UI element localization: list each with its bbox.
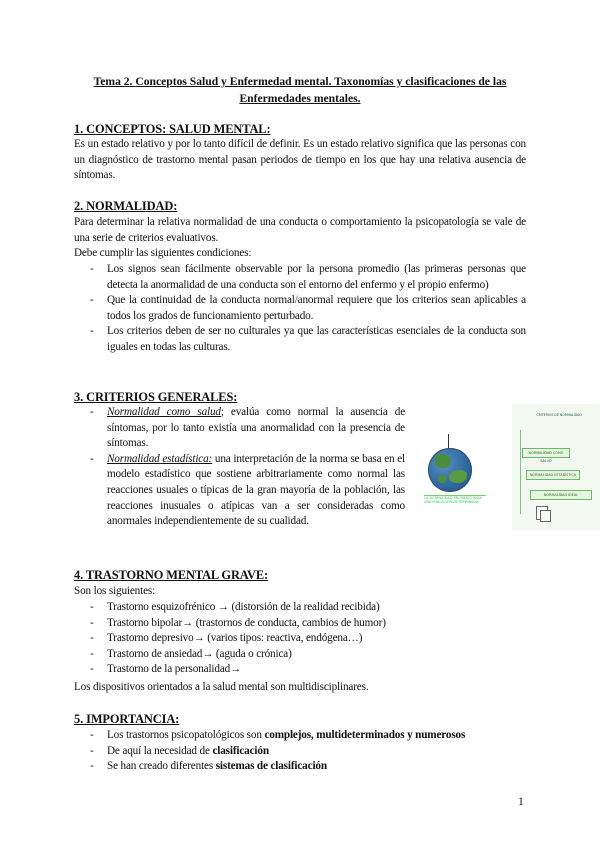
item-emphasis: complejos, multideterminados y numerosos xyxy=(264,729,466,741)
section-4-heading: 4. TRASTORNO MENTAL GRAVE: xyxy=(74,568,269,582)
section-1-text: Es un estado relativo y por lo tanto difícil de definir. Es un estado relativo significa que las personas con un diagnóstico de trastorno mental pasan periodos de tiempo en los que hay una relativa ausencia de síntomas. xyxy=(74,138,526,182)
list-item: - Trastorno de ansiedad→ (aguda o crónica) xyxy=(74,647,526,663)
section-4-intro: Son los siguientes: xyxy=(74,585,156,597)
list-item: - Trastorno de la personalidad→ xyxy=(74,662,526,678)
item-emphasis: clasificación xyxy=(212,744,269,757)
criterion-text: evalúa como normal la ausencia de síntomas, por lo tanto existía una anormalidad con la presencia de síntomas. xyxy=(107,406,406,450)
globe-pin xyxy=(448,434,449,448)
list-item: - Trastorno depresivo→ (varios tipos: reactiva, endógena…) xyxy=(74,631,526,647)
globe-land xyxy=(438,475,447,483)
item-text: Se han creado diferentes xyxy=(107,760,216,773)
document-icon xyxy=(540,510,551,522)
item-text: De aquí la necesidad de xyxy=(107,744,213,757)
globe-caption: LA NORMALIDAD PROMEDIO PARA UNA POBLACIÓN DETERMINADA xyxy=(424,495,486,505)
list-item: - Trastorno esquizofrénico → (distorsión de la realidad recibida) xyxy=(74,600,526,616)
list-item xyxy=(74,405,405,452)
list-item: - Que la continuidad de la conducta normal/anormal requiere que los criterios sean aplicables a todos los grados de funcionamiento perturbado. xyxy=(74,293,526,324)
criterion-text: una interpretación de la norma se basa en el modelo estadístico que sostiene arbitrariamente como normal las reacciones usuales o típicas de la gran mayoría de la población, las reacciones inusuales o atípicas van a ser consideradas como anormales independientemente de su cualidad. xyxy=(107,452,405,528)
section-1-heading: 1. CONCEPTOS: SALUD MENTAL: xyxy=(74,122,271,136)
item-text: Los trastornos psicopatológicos son xyxy=(107,729,265,741)
list-item xyxy=(74,728,526,744)
disorders-list xyxy=(74,600,526,678)
criterion-separator: ; xyxy=(220,406,224,418)
globe-land xyxy=(435,454,451,468)
concept-box: NORMALIDAD IDEAL xyxy=(530,490,592,500)
concept-box: NORMALIDAD COMO SALUD xyxy=(522,448,570,458)
criterion-term: Normalidad estadística: xyxy=(107,452,213,465)
list-item xyxy=(74,452,405,530)
conditions-list xyxy=(74,262,526,356)
section-2-heading: 2. NORMALIDAD: xyxy=(74,199,178,213)
section-4-outro: Los dispositivos orientados a la salud mental son multidisciplinares. xyxy=(74,681,369,693)
list-item xyxy=(74,759,526,775)
criterion-term: Normalidad como salud xyxy=(107,406,221,418)
section-3-heading: 3. CRITERIOS GENERALES: xyxy=(74,390,238,404)
list-item: - Los signos sean fácilmente observable por la persona promedio (las primeras personas que detecta la anormalidad de una conducta son el entorno del enfermo y el propio enfermo) xyxy=(74,262,526,293)
section-5-heading: 5. IMPORTANCIA: xyxy=(74,712,180,726)
criteria-figure xyxy=(416,404,600,542)
section-2-conditions-intro: Debe cumplir las siguientes condiciones: xyxy=(74,247,252,259)
connector-line xyxy=(520,430,521,514)
concept-map xyxy=(512,404,600,530)
criteria-list xyxy=(74,405,405,530)
list-item: - Los criterios deben de ser no culturales ya que las características esenciales de la conducta son iguales en todas las culturas. xyxy=(74,324,526,355)
page-number: 1 xyxy=(518,796,524,808)
document-title: Tema 2. Conceptos Salud y Enfermedad mental. Taxonomías y clasificaciones de las Enfermedades mentales. xyxy=(93,75,507,105)
globe-image xyxy=(428,448,472,492)
list-item xyxy=(74,744,526,760)
item-emphasis: sistemas de clasificación xyxy=(215,760,327,773)
concept-map-title: CRITERIOS DE NORMALIDAD xyxy=(536,413,582,417)
list-item: - Trastorno bipolar→ (trastornos de conducta, cambios de humor) xyxy=(74,616,526,632)
section-2-text: Para determinar la relativa normalidad de una conducta o comportamiento la psicopatología se vale de una serie de criterios evaluativos. xyxy=(74,216,526,244)
importance-list xyxy=(74,728,526,775)
concept-box: NORMALIDAD ESTADÍSTICA xyxy=(526,470,580,480)
